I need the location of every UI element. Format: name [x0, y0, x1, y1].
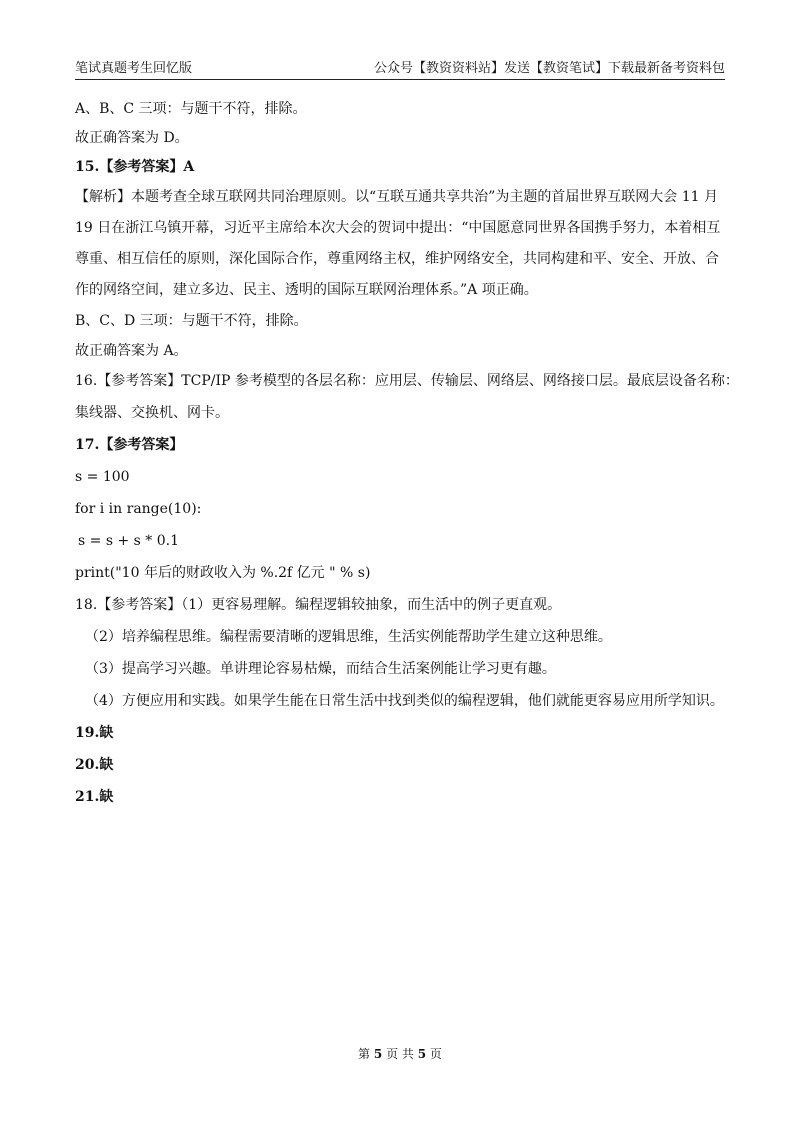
q15-answer-heading: 15.【参考答案】A	[75, 159, 195, 175]
header-right-promo: 公众号【教资资料站】发送【教资笔试】下载最新备考资料包	[373, 61, 725, 76]
footer-total-pages: 5	[417, 1047, 427, 1061]
q15-analysis-line-1: 【解析】本题考查全球互联网共同治理原则。以“互联互通共享共治”为主题的首届世界互联网大会 11 月	[75, 189, 719, 205]
q21-answer-line: 21.缺	[75, 789, 114, 805]
page-footer	[0, 1046, 800, 1062]
q15-options-line: B、C、D 三项：与题干不符，排除。	[75, 313, 308, 329]
page-header	[75, 56, 725, 78]
footer-prefix: 第	[358, 1047, 371, 1061]
q17-answer-heading: 17.【参考答案】	[75, 437, 184, 453]
document-body	[75, 98, 739, 808]
q15-analysis-line-4: 作的网络空间，建立多边、民主、透明的国际互联网治理体系。”A 项正确。	[75, 282, 538, 298]
footer-page-number: 5	[373, 1047, 383, 1061]
q18-answer-line-2: （2）培养编程思维。编程需要清晰的逻辑思维，生活实例能帮助学生建立这种思维。	[85, 629, 612, 645]
q14-answer-line: 故正确答案为 D。	[75, 130, 189, 146]
q20-answer-line: 20.缺	[75, 757, 114, 773]
header-divider	[75, 79, 725, 80]
code-line-3: s = s + s * 0.1	[78, 533, 179, 549]
header-left-title: 笔试真题考生回忆版	[75, 61, 193, 76]
q15-analysis-line-3: 尊重、相互信任的原则，深化国际合作，尊重网络主权，维护网络安全，共同构建和平、安全、开放、合	[75, 251, 719, 267]
q14-options-line: A、B、C 三项：与题干不符，排除。	[75, 101, 307, 117]
q16-answer-line-2: 集线器、交换机、网卡。	[75, 405, 229, 421]
q16-answer-line-1: 16.【参考答案】TCP/IP 参考模型的各层名称：应用层、传输层、网络层、网络接口层。最底层设备名称：	[75, 373, 739, 389]
footer-suffix: 页	[429, 1047, 442, 1061]
q18-answer-line-4: （4）方便应用和实践。如果学生能在日常生活中找到类似的编程逻辑，他们就能更容易应用所学知识。	[85, 693, 724, 709]
code-line-2: for i in range(10):	[75, 501, 202, 517]
footer-mid: 页 共	[386, 1047, 414, 1061]
code-line-1: s = 100	[75, 469, 130, 485]
q18-answer-line-3: （3）提高学习兴趣。单讲理论容易枯燥，而结合生活案例能让学习更有趣。	[85, 661, 556, 677]
q19-answer-line: 19.缺	[75, 725, 114, 741]
q15-answer-line: 故正确答案为 A。	[75, 343, 188, 359]
code-line-4: print("10 年后的财政收入为 %.2f 亿元 " % s)	[75, 565, 371, 581]
q15-analysis-line-2: 19 日在浙江乌镇开幕，习近平主席给本次大会的贺词中提出：“中国愿意同世界各国携手努力，本着相互	[75, 220, 721, 236]
q18-answer-line-1: 18.【参考答案】（1）更容易理解。编程逻辑较抽象，而生活中的例子更直观。	[75, 597, 562, 613]
